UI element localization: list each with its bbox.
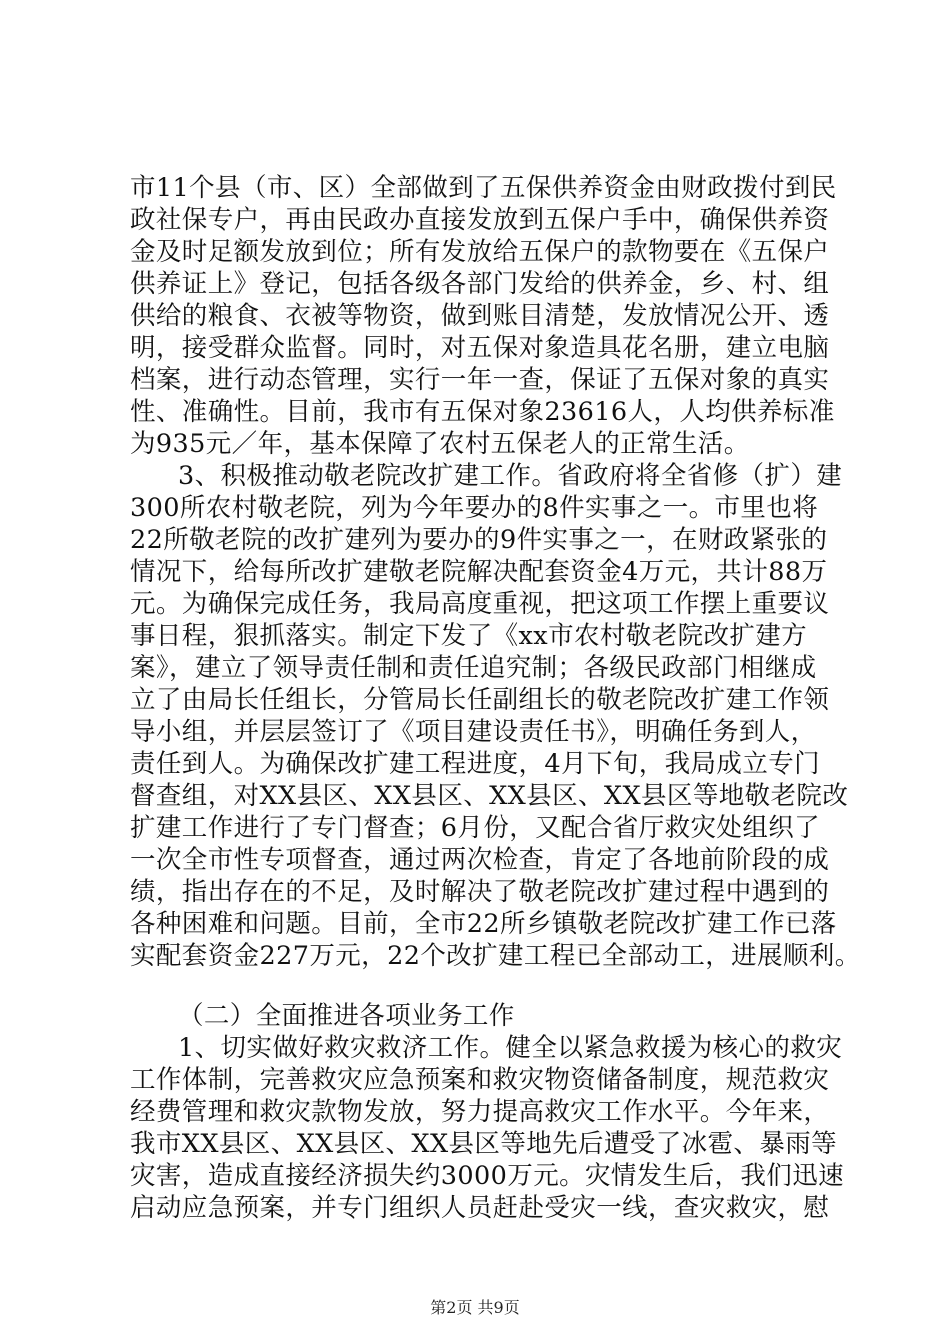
- paragraph-line: 3、积极推动敬老院改扩建工作。省政府将全省修（扩）建: [178, 461, 843, 491]
- paragraph-line: 工作体制，完善救灾应急预案和救灾物资储备制度，规范救灾: [130, 1065, 830, 1095]
- paragraph-line: 导小组，并层层签订了《项目建设责任书》，明确任务到人，: [130, 717, 817, 747]
- section-heading: （二）全面推进各项业务工作: [178, 1001, 515, 1031]
- paragraph-line: 元。为确保完成任务，我局高度重视，把这项工作摆上重要议: [130, 589, 830, 619]
- paragraph-line: 督查组，对XX县区、XX县区、XX县区、XX县区等地敬老院改: [130, 781, 849, 811]
- paragraph-line: 立了由局长任组长，分管局长任副组长的敬老院改扩建工作领: [130, 685, 830, 715]
- paragraph-line: 启动应急预案，并专门组织人员赶赴受灾一线，查灾救灾，慰: [130, 1193, 830, 1223]
- paragraph-line: 明，接受群众监督。同时，对五保对象造具花名册，建立电脑: [130, 333, 830, 363]
- paragraph-line: 供给的粮食、衣被等物资，做到账目清楚，发放情况公开、透: [130, 301, 830, 331]
- paragraph-line: 我市XX县区、XX县区、XX县区等地先后遭受了冰雹、暴雨等: [130, 1129, 838, 1159]
- paragraph-line: 案》，建立了领导责任制和责任追究制；各级民政部门相继成: [130, 653, 817, 683]
- paragraph-line: 为935元／年，基本保障了农村五保老人的正常生活。: [130, 429, 750, 459]
- paragraph-line: 绩，指出存在的不足，及时解决了敬老院改扩建过程中遇到的: [130, 877, 830, 907]
- paragraph-line: 实配套资金227万元，22个改扩建工程已全部动工，进展顺利。: [130, 941, 861, 971]
- paragraph-line: 各种困难和问题。目前，全市22所乡镇敬老院改扩建工作已落: [130, 909, 837, 939]
- paragraph-line: 事日程，狠抓落实。制定下发了《xx市农村敬老院改扩建方: [130, 621, 808, 651]
- paragraph-line: 1、切实做好救灾救济工作。健全以紧急救援为核心的救灾: [178, 1033, 843, 1063]
- paragraph-line: 性、准确性。目前，我市有五保对象23616人，人均供养标准: [130, 397, 835, 427]
- paragraph-line: 灾害，造成直接经济损失约3000万元。灾情发生后，我们迅速: [130, 1161, 844, 1191]
- paragraph-line: 供养证上》登记，包括各级各部门发给的供养金，乡、村、组: [130, 269, 830, 299]
- paragraph-line: 责任到人。为确保改扩建工程进度，4月下旬，我局成立专门: [130, 749, 821, 779]
- paragraph-line: 政社保专户，再由民政办直接发放到五保户手中，确保供养资: [130, 205, 830, 235]
- paragraph-line: 情况下，给每所改扩建敬老院解决配套资金4万元，共计88万: [130, 557, 828, 587]
- paragraph-line: 档案，进行动态管理，实行一年一查，保证了五保对象的真实: [130, 365, 830, 395]
- paragraph-line: 经费管理和救灾款物发放，努力提高救灾工作水平。今年来，: [130, 1097, 830, 1127]
- page-number: 第2页 共9页: [430, 1298, 520, 1317]
- paragraph-line: 市11个县（市、区）全部做到了五保供养资金由财政拨付到民: [130, 173, 837, 203]
- paragraph-line: 金及时足额发放到位；所有发放给五保户的款物要在《五保户: [130, 237, 830, 267]
- paragraph-line: 扩建工作进行了专门督查；6月份，又配合省厅救灾处组织了: [130, 813, 821, 843]
- paragraph-line: 一次全市性专项督查，通过两次检查，肯定了各地前阶段的成: [130, 845, 830, 875]
- paragraph-line: 22所敬老院的改扩建列为要办的9件实事之一，在财政紧张的: [130, 525, 828, 555]
- paragraph-line: 300所农村敬老院，列为今年要办的8件实事之一。市里也将: [130, 493, 819, 523]
